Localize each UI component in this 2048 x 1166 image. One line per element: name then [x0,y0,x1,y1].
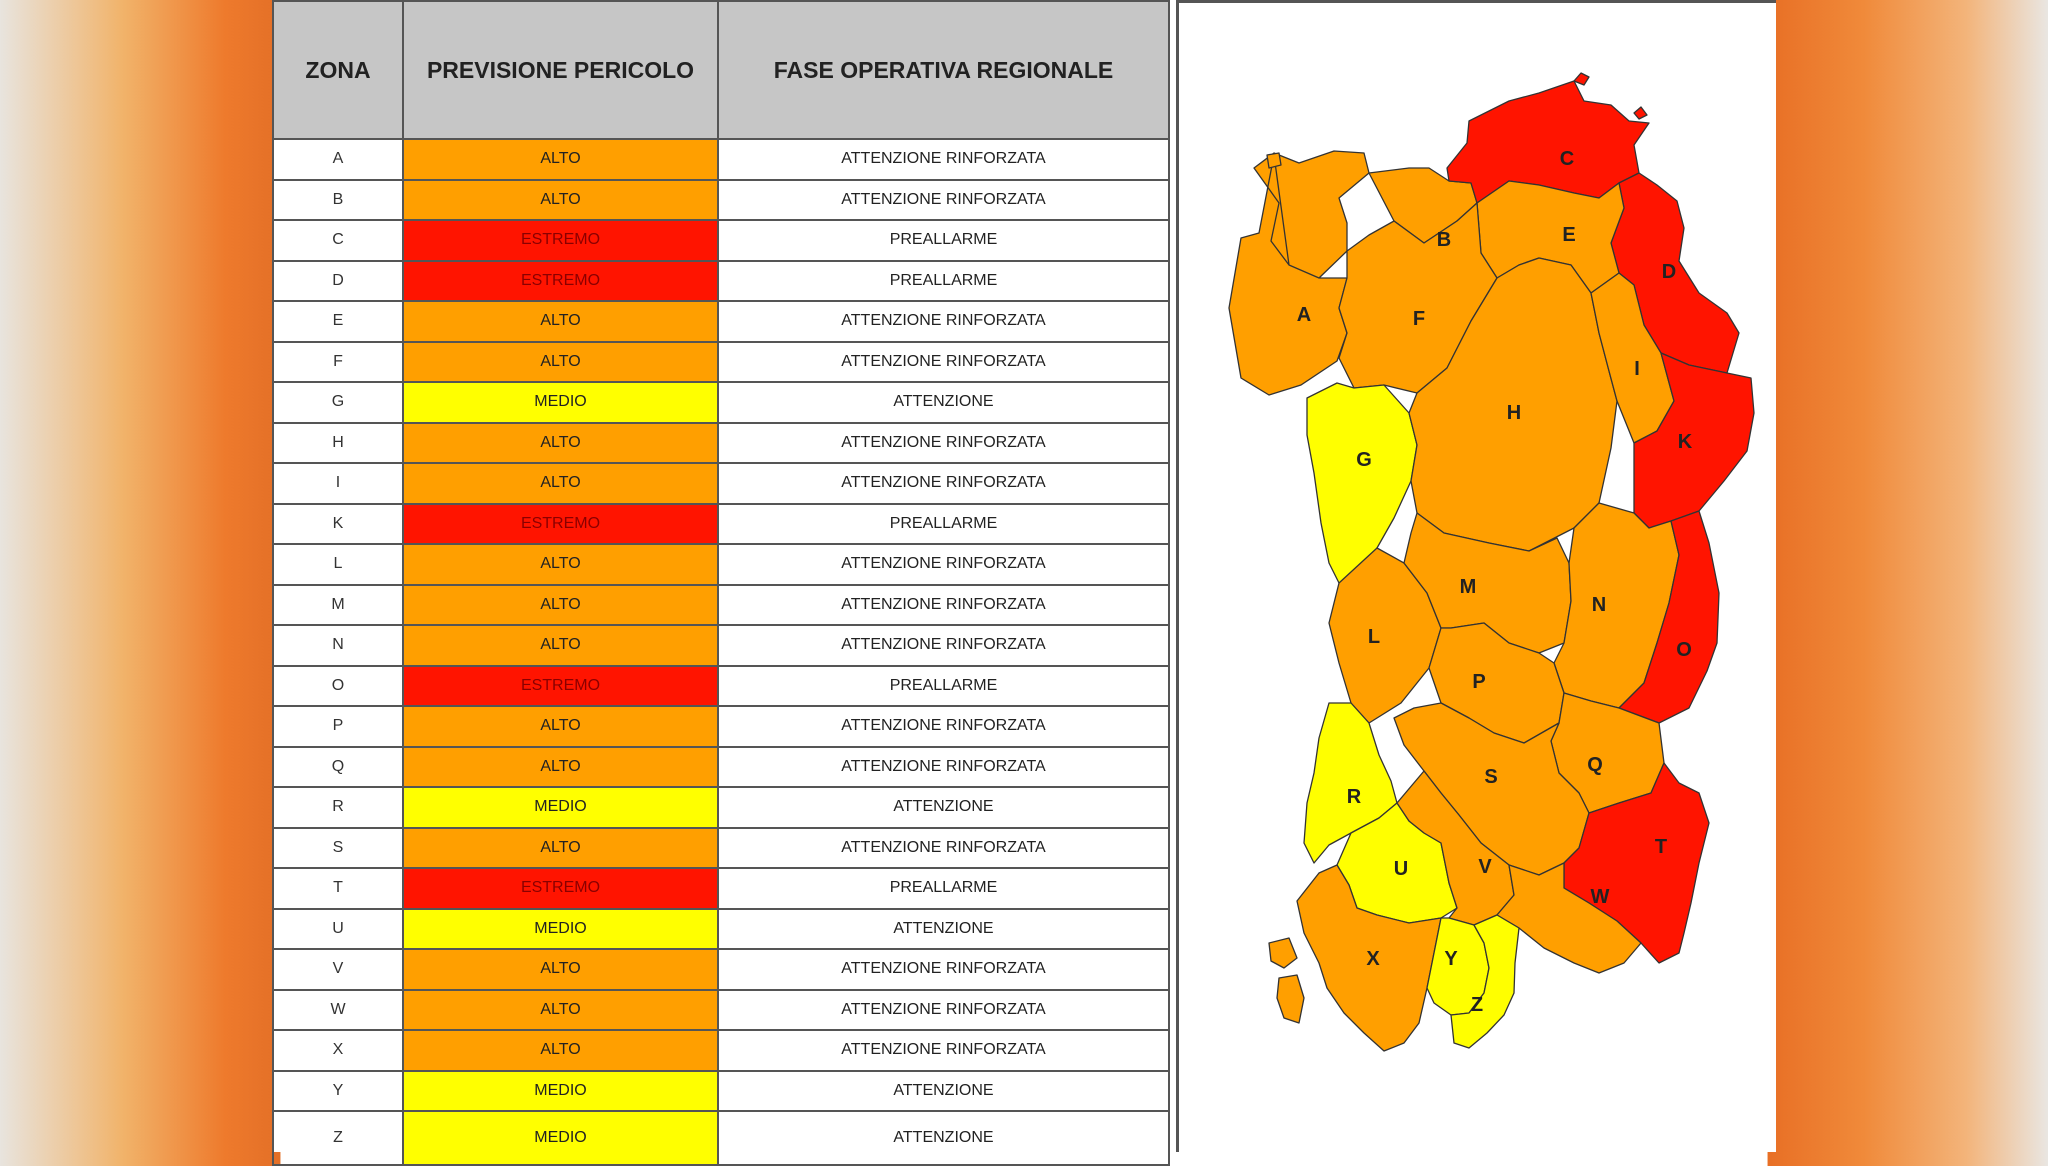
map-zone-label-w: W [1590,886,1610,908]
table-row [273,747,1169,788]
table-row [273,585,1169,626]
zone-cell: H [273,423,403,464]
zone-cell: L [273,544,403,585]
table-row [273,423,1169,464]
zone-risk-table-panel [272,0,1168,1152]
header-phase: FASE OPERATIVA REGIONALE [718,1,1169,139]
risk-cell: MEDIO [403,909,718,950]
map-zone-label-z: Z [1470,994,1484,1016]
table-row [273,261,1169,302]
phase-cell: ATTENZIONE RINFORZATA [718,180,1169,221]
map-zone-label-u: U [1393,858,1409,880]
risk-cell: ALTO [403,949,718,990]
risk-cell: ESTREMO [403,666,718,707]
table-row [273,504,1169,545]
map-zone-label-g: G [1356,449,1372,471]
phase-cell: ATTENZIONE RINFORZATA [718,301,1169,342]
risk-cell: ESTREMO [403,868,718,909]
phase-cell: PREALLARME [718,220,1169,261]
zone-cell: O [273,666,403,707]
table-row [273,1111,1169,1165]
zone-cell: E [273,301,403,342]
risk-cell: ALTO [403,585,718,626]
phase-cell: ATTENZIONE RINFORZATA [718,463,1169,504]
risk-cell: ALTO [403,301,718,342]
risk-cell: ALTO [403,463,718,504]
risk-cell: MEDIO [403,1071,718,1112]
map-zone-label-d: D [1661,261,1677,283]
map-zone-label-h: H [1506,402,1522,424]
header-risk: PREVISIONE PERICOLO [403,1,718,139]
phase-cell: PREALLARME [718,504,1169,545]
table-row [273,463,1169,504]
zone-cell: F [273,342,403,383]
map-zone-label-y: Y [1444,948,1458,970]
map-zone-label-r: R [1346,786,1362,808]
zone-cell: G [273,382,403,423]
map-zone-label-l: L [1367,626,1381,648]
zone-cell: M [273,585,403,626]
phase-cell: PREALLARME [718,868,1169,909]
phase-cell: ATTENZIONE RINFORZATA [718,625,1169,666]
map-zone-label-c: C [1559,148,1575,170]
table-row [273,625,1169,666]
map-zone-label-s: S [1484,766,1498,788]
table-row [273,301,1169,342]
table-row [273,1071,1169,1112]
risk-cell: ALTO [403,747,718,788]
table-header-row [273,1,1169,139]
phase-cell: ATTENZIONE RINFORZATA [718,423,1169,464]
map-zone-label-t: T [1654,836,1668,858]
zone-cell: N [273,625,403,666]
table-row [273,868,1169,909]
zone-cell: I [273,463,403,504]
phase-cell: ATTENZIONE [718,382,1169,423]
zone-cell: X [273,1030,403,1071]
zone-cell: A [273,139,403,180]
zone-cell: S [273,828,403,869]
zone-cell: T [273,868,403,909]
zone-cell: W [273,990,403,1031]
zone-cell: U [273,909,403,950]
risk-cell: MEDIO [403,1111,718,1165]
table-row [273,666,1169,707]
risk-cell: ALTO [403,990,718,1031]
table-body [273,139,1169,1165]
phase-cell: ATTENZIONE RINFORZATA [718,544,1169,585]
table-row [273,949,1169,990]
table-row [273,342,1169,383]
phase-cell: ATTENZIONE [718,1071,1169,1112]
map-zone-label-e: E [1562,224,1576,246]
map-islet [1634,107,1647,119]
risk-cell: ALTO [403,828,718,869]
map-zone-label-p: P [1472,671,1486,693]
phase-cell: PREALLARME [718,666,1169,707]
table-row [273,180,1169,221]
zone-cell: Z [273,1111,403,1165]
map-zone-label-n: N [1591,594,1607,616]
map-zone-label-v: V [1478,856,1492,878]
table-row [273,544,1169,585]
risk-cell: ALTO [403,180,718,221]
phase-cell: ATTENZIONE RINFORZATA [718,1030,1169,1071]
table-row [273,139,1169,180]
zone-cell: C [273,220,403,261]
risk-cell: ALTO [403,706,718,747]
map-islet [1574,73,1589,85]
risk-cell: ALTO [403,625,718,666]
risk-cell: ALTO [403,139,718,180]
phase-cell: ATTENZIONE [718,909,1169,950]
map-zone-label-o: O [1676,639,1692,661]
map-zone-label-x: X [1366,948,1380,970]
zone-cell: D [273,261,403,302]
map-islet [1267,153,1281,168]
sardinia-map [1179,3,1779,1155]
table-row [273,220,1169,261]
zone-cell: B [273,180,403,221]
risk-cell: ESTREMO [403,220,718,261]
table-row [273,828,1169,869]
map-zone-label-k: K [1677,431,1693,453]
header-zone: ZONA [273,1,403,139]
risk-cell: ALTO [403,1030,718,1071]
zone-cell: V [273,949,403,990]
table-row [273,1030,1169,1071]
phase-cell: ATTENZIONE RINFORZATA [718,990,1169,1031]
phase-cell: ATTENZIONE [718,1111,1169,1165]
risk-cell: ESTREMO [403,261,718,302]
map-zone-label-a: A [1296,304,1312,326]
map-zone-label-m: M [1459,576,1477,598]
zone-cell: K [273,504,403,545]
phase-cell: PREALLARME [718,261,1169,302]
table-row [273,382,1169,423]
phase-cell: ATTENZIONE RINFORZATA [718,706,1169,747]
table-row [273,706,1169,747]
zone-cell: R [273,787,403,828]
phase-cell: ATTENZIONE RINFORZATA [718,949,1169,990]
map-zone-label-b: B [1436,229,1452,251]
zone-cell: P [273,706,403,747]
phase-cell: ATTENZIONE [718,787,1169,828]
zone-risk-table [272,0,1170,1166]
risk-cell: ESTREMO [403,504,718,545]
map-zone-label-q: Q [1587,754,1603,776]
risk-cell: MEDIO [403,787,718,828]
risk-cell: ALTO [403,544,718,585]
phase-cell: ATTENZIONE RINFORZATA [718,747,1169,788]
table-row [273,909,1169,950]
risk-cell: MEDIO [403,382,718,423]
map-zone-label-f: F [1412,308,1426,330]
zone-cell: Q [273,747,403,788]
phase-cell: ATTENZIONE RINFORZATA [718,585,1169,626]
phase-cell: ATTENZIONE RINFORZATA [718,139,1169,180]
risk-cell: ALTO [403,342,718,383]
table-row [273,787,1169,828]
phase-cell: ATTENZIONE RINFORZATA [718,828,1169,869]
phase-cell: ATTENZIONE RINFORZATA [718,342,1169,383]
table-row [273,990,1169,1031]
zone-cell: Y [273,1071,403,1112]
risk-cell: ALTO [403,423,718,464]
sardinia-map-panel [1176,0,1776,1152]
map-zone-label-i: I [1634,358,1640,380]
